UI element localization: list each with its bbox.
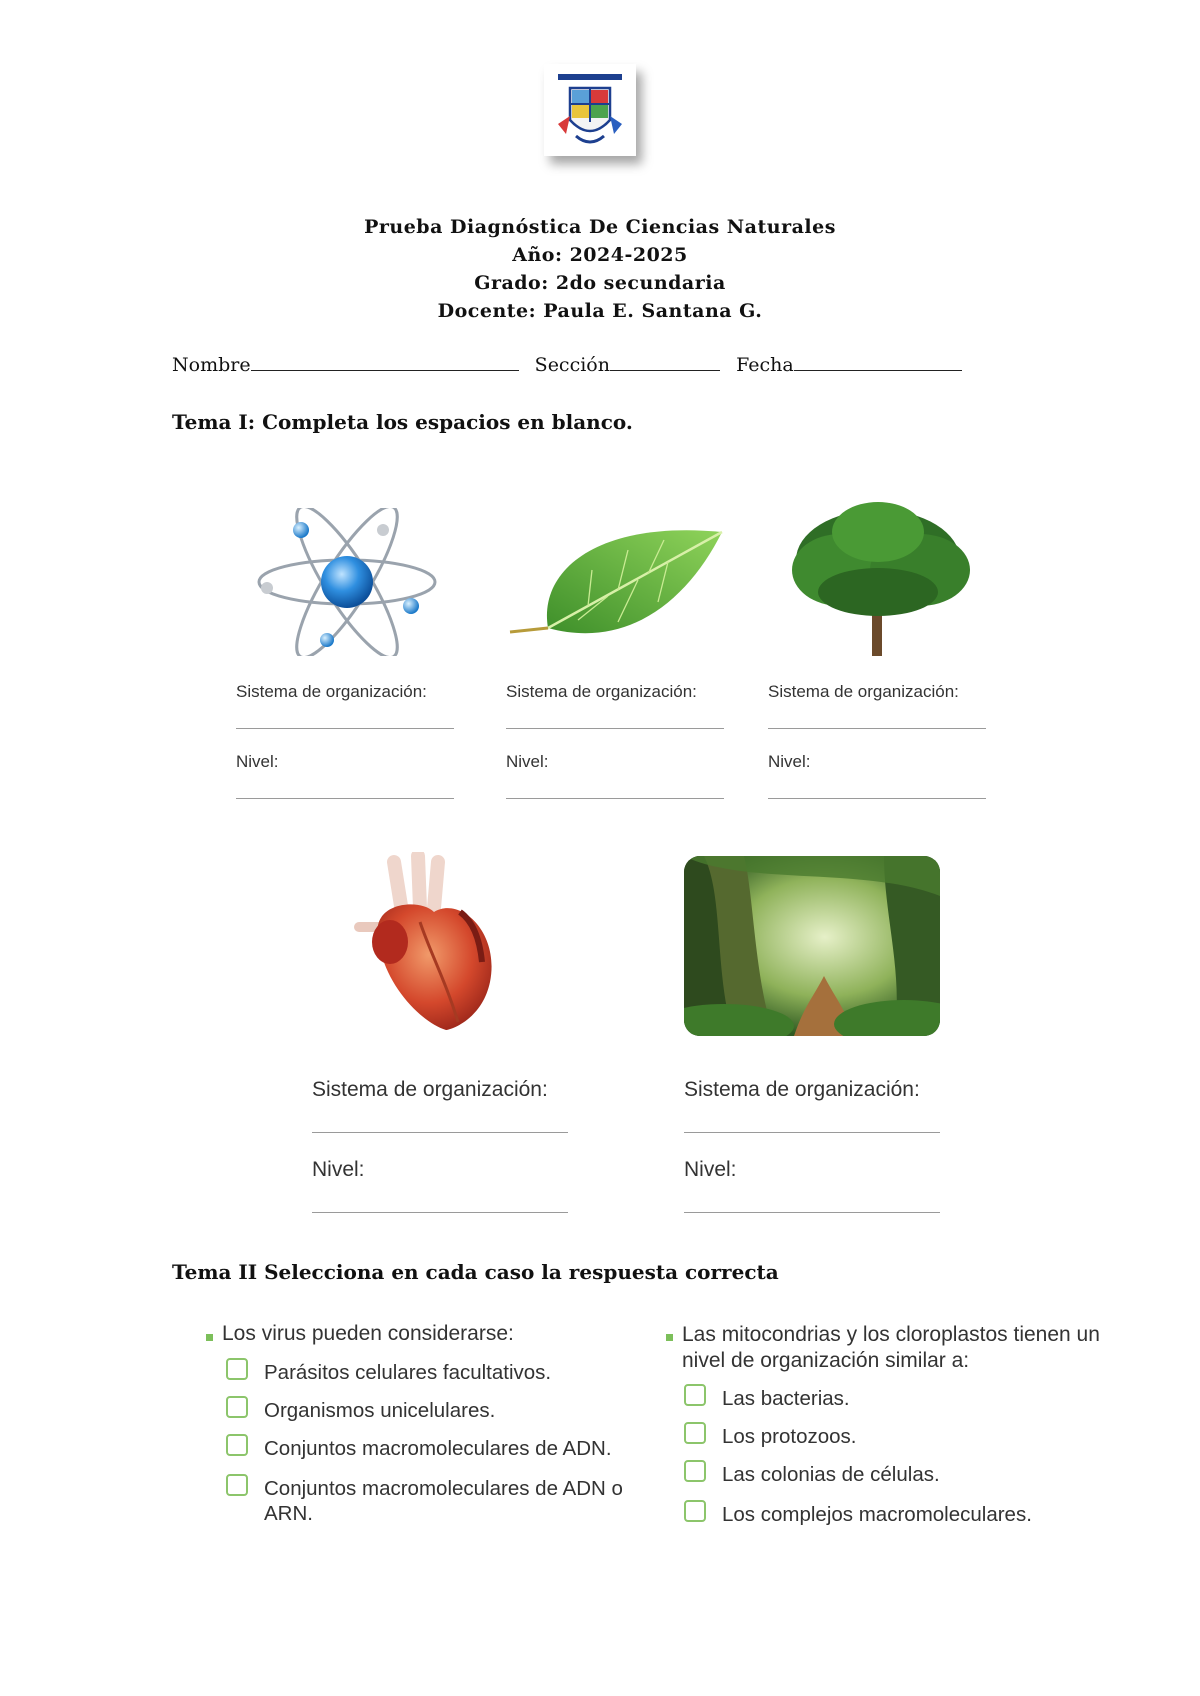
name-field[interactable] [251, 352, 519, 371]
grade: Grado: 2do secundaria [474, 272, 726, 294]
tema2-title: Tema II Selecciona en cada caso la respuesta correcta [172, 1260, 779, 1284]
heart-image [350, 852, 504, 1034]
question1-text: Los virus pueden considerarse: [222, 1322, 514, 1345]
forest-image [684, 856, 940, 1036]
q1-option4-checkbox[interactable] [226, 1474, 248, 1496]
question2-bullet [666, 1334, 673, 1341]
test-title: Prueba Diagnóstica De Ciencias Naturales [364, 216, 836, 238]
atom-image [255, 508, 440, 656]
question2-text: Las mitocondrias y los cloroplastos tienen un nivel de organización similar a: [682, 1323, 1100, 1372]
q2-option4-checkbox[interactable] [684, 1500, 706, 1522]
tree-level-label: Nivel: [768, 752, 811, 771]
q1-option3-label: Conjuntos macromoleculares de ADN. [264, 1437, 612, 1460]
atom-system-blank[interactable] [236, 728, 454, 729]
leaf-image [508, 510, 724, 650]
tree-icon [780, 500, 976, 658]
tree-level-blank[interactable] [768, 798, 986, 799]
forest-system-blank[interactable] [684, 1132, 940, 1133]
forest-system-label: Sistema de organización: [684, 1078, 920, 1101]
student-info-fields [172, 352, 932, 376]
tema1-title: Tema I: Completa los espacios en blanco. [172, 410, 633, 434]
q2-option1-checkbox[interactable] [684, 1384, 706, 1406]
q1-option3-checkbox[interactable] [226, 1434, 248, 1456]
section-field[interactable] [610, 352, 720, 371]
q2-option4-label: Los complejos macromoleculares. [722, 1503, 1032, 1526]
atom-icon [255, 508, 440, 656]
q2-option3-checkbox[interactable] [684, 1460, 706, 1482]
name-label: Nombre [172, 354, 251, 376]
school-year: Año: 2024-2025 [512, 244, 688, 266]
q1-option1-label: Parásitos celulares facultativos. [264, 1361, 552, 1384]
atom-level-blank[interactable] [236, 798, 454, 799]
tree-system-label: Sistema de organización: [768, 682, 959, 701]
tree-image [780, 500, 976, 658]
q2-option3-label: Las colonias de células. [722, 1463, 940, 1486]
heart-level-blank[interactable] [312, 1212, 568, 1213]
question1-bullet [206, 1334, 213, 1341]
heart-level-label: Nivel: [312, 1158, 365, 1181]
q1-option2-checkbox[interactable] [226, 1396, 248, 1418]
leaf-icon [508, 510, 724, 650]
heart-icon [350, 852, 504, 1034]
q2-option1-label: Las bacterias. [722, 1387, 850, 1410]
q2-option2-checkbox[interactable] [684, 1422, 706, 1444]
date-field[interactable] [794, 352, 962, 371]
atom-level-label: Nivel: [236, 752, 279, 771]
school-logo [544, 64, 636, 156]
forest-level-label: Nivel: [684, 1158, 737, 1181]
teacher: Docente: Paula E. Santana G. [437, 300, 763, 322]
leaf-system-label: Sistema de organización: [506, 682, 697, 701]
school-crest-icon [544, 64, 636, 156]
forest-level-blank[interactable] [684, 1212, 940, 1213]
heart-system-label: Sistema de organización: [312, 1078, 548, 1101]
q1-option2-label: Organismos unicelulares. [264, 1399, 496, 1422]
section-label: Sección [534, 354, 610, 376]
date-label: Fecha [736, 354, 794, 376]
q2-option2-label: Los protozoos. [722, 1425, 857, 1448]
q1-option1-checkbox[interactable] [226, 1358, 248, 1380]
leaf-level-blank[interactable] [506, 798, 724, 799]
forest-icon [684, 856, 940, 1036]
leaf-system-blank[interactable] [506, 728, 724, 729]
tree-system-blank[interactable] [768, 728, 986, 729]
atom-system-label: Sistema de organización: [236, 682, 427, 701]
q1-option4-label: Conjuntos macromoleculares de ADN o ARN. [264, 1477, 623, 1525]
heart-system-blank[interactable] [312, 1132, 568, 1133]
leaf-level-label: Nivel: [506, 752, 549, 771]
